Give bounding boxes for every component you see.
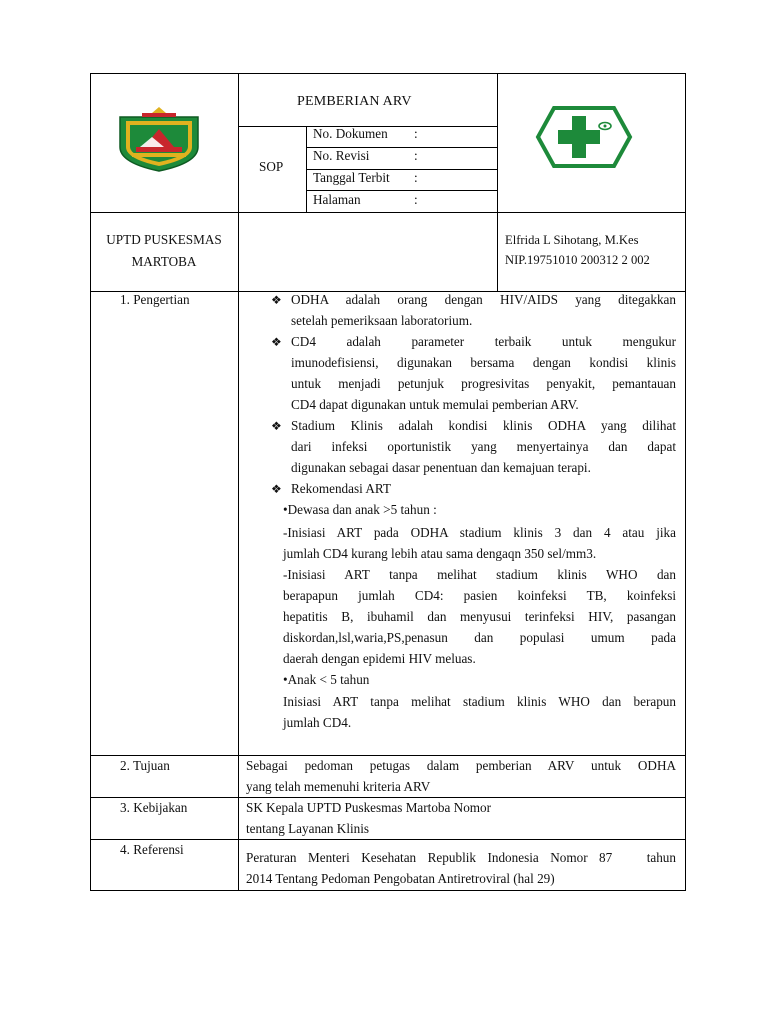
- list-item-line: imunodefisiensi, digunakan bersama dengan kondisi klinis: [291, 355, 676, 370]
- referensi-line: Peraturan Menteri Kesehatan Republik Indonesia Nomor 87 tahun: [246, 850, 676, 865]
- section-label-tujuan: 2. Tujuan: [120, 758, 170, 773]
- list-item-line: dari infeksi oportunistik yang menyertainya dan dapat: [291, 439, 676, 454]
- section-label-referensi: 4. Referensi: [120, 842, 184, 857]
- sub-line: berapapun jumlah CD4: pasien koinfeksi TB, koinfeksi: [283, 588, 676, 603]
- sub-line: •Anak < 5 tahun: [283, 672, 370, 687]
- field-sep-halaman: :: [414, 192, 418, 207]
- sub-line: -Inisiasi ART pada ODHA stadium klinis 3 dan 4 atau jika: [283, 525, 676, 540]
- field-sep-no-dokumen: :: [414, 126, 418, 141]
- green-cross-icon: [534, 104, 634, 170]
- section-label-kebijakan: 3. Kebijakan: [120, 800, 188, 815]
- list-item-line: untuk menjadi petunjuk progresivitas penyakit, pemantauan: [291, 376, 676, 391]
- signer-nip: NIP.19751010 200312 2 002: [505, 253, 650, 267]
- list-item-line: digunakan sebagai dasar penentuan dan kemajuan terapi.: [291, 460, 591, 475]
- sub-line: •Dewasa dan anak >5 tahun :: [283, 502, 437, 517]
- tujuan-line: yang telah memenuhi kriteria ARV: [246, 779, 431, 794]
- sub-line: jumlah CD4.: [283, 715, 352, 730]
- field-label-no-dokumen: No. Dokumen: [313, 126, 388, 141]
- field-label-no-revisi: No. Revisi: [313, 148, 370, 163]
- document-title: PEMBERIAN ARV: [297, 94, 412, 109]
- diamond-bullet-icon: ❖: [271, 293, 282, 307]
- list-item-line: Stadium Klinis adalah kondisi klinis ODHA yang dilihat: [291, 418, 676, 433]
- tujuan-line: Sebagai pedoman petugas dalam pemberian ARV untuk ODHA: [246, 758, 676, 773]
- signer-name: Elfrida L Sihotang, M.Kes: [505, 233, 639, 247]
- list-item-line: CD4 dapat digunakan untuk memulai pemberian ARV.: [291, 397, 579, 412]
- sub-line: daerah dengan epidemi HIV meluas.: [283, 651, 476, 666]
- list-item-line: Rekomendasi ART: [291, 481, 391, 496]
- list-item-line: setelah pemeriksaan laboratorium.: [291, 313, 473, 328]
- sub-line: jumlah CD4 kurang lebih atau sama dengaqn 350 sel/mm3.: [283, 546, 597, 561]
- diamond-bullet-icon: ❖: [271, 419, 282, 433]
- kebijakan-line: tentang Layanan Klinis: [246, 821, 370, 836]
- field-label-tanggal-terbit: Tanggal Terbit: [313, 170, 390, 185]
- kebijakan-line: SK Kepala UPTD Puskesmas Martoba Nomor: [246, 800, 492, 815]
- list-item-line: ODHA adalah orang dengan HIV/AIDS yang ditegakkan: [291, 292, 676, 307]
- diamond-bullet-icon: ❖: [271, 482, 282, 496]
- referensi-line: 2014 Tentang Pedoman Pengobatan Antiretroviral (hal 29): [246, 871, 555, 886]
- org-name-line1: UPTD PUSKESMAS: [106, 232, 222, 247]
- list-item-line: CD4 adalah parameter terbaik untuk mengukur: [291, 334, 676, 349]
- field-label-halaman: Halaman: [313, 192, 361, 207]
- regional-emblem-icon: [114, 107, 204, 173]
- sub-line: -Inisiasi ART tanpa melihat stadium klinis WHO dan: [283, 567, 676, 582]
- sub-line: Inisiasi ART tanpa melihat stadium klinis WHO dan berapun: [283, 694, 676, 709]
- sub-line: hepatitis B, ibuhamil dan menyusui terinfeksi HIV, pasangan: [283, 609, 676, 624]
- diamond-bullet-icon: ❖: [271, 335, 282, 349]
- field-sep-no-revisi: :: [414, 148, 418, 163]
- section-label-pengertian: 1. Pengertian: [120, 292, 190, 307]
- field-sep-tanggal-terbit: :: [414, 170, 418, 185]
- org-name-line2: MARTOBA: [131, 254, 197, 269]
- sop-label: SOP: [259, 159, 284, 174]
- sub-line: diskordan,lsl,waria,PS,penasun dan populasi umum pada: [283, 630, 676, 645]
